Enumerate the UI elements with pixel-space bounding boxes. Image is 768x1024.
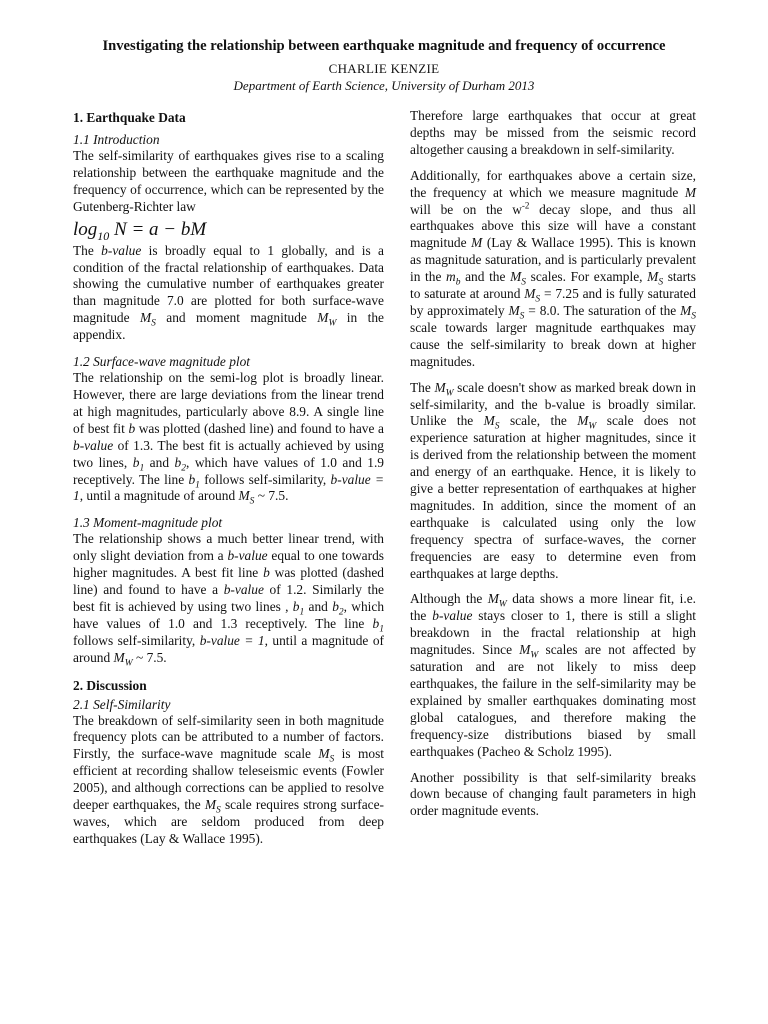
subsection-heading-surface-wave: 1.2 Surface-wave magnitude plot <box>73 354 251 370</box>
left-column <box>73 108 384 848</box>
intro-paragraph: The self-similarity of earthquakes gives rise to a scaling relationship between the earthquake magnitude and the frequency of occurrence, which can be represented by the Gutenberg-Richter law <box>73 148 384 214</box>
section-heading-discussion: 2. Discussion <box>73 677 147 693</box>
section-heading-earthquake-data: 1. Earthquake Data <box>73 110 186 125</box>
fault-parameters-paragraph: Another possibility is that self-similarity breaks down because of changing fault parameters in high order magnitude events. <box>410 769 696 819</box>
subsection-heading-moment-magnitude: 1.3 Moment-magnitude plot <box>73 515 223 531</box>
moment-scale-paragraph: The $M_W$ scale doesn't show as marked break down in self-similarity, and the b-value is broadly similar. Unlike the $M_S$ scale, the $M_W$ scale does not experience saturation at higher magnitudes, since it is derived from the relationship between the moment and energy of an earthquake. Hence, it is likely to give a better representation of earthquakes at higher magnitudes. In addition, since the moment of an earthquake is calculated using only the low frequency spectra of surface-waves, the corner frequencies are easy to determine even from earthquakes at large depths. <box>410 379 697 581</box>
author-affiliation: Department of Earth Science, University of Durham 2013 <box>233 78 535 93</box>
subsection-heading-self-similarity: 2.1 Self-Similarity <box>73 696 171 712</box>
gutenberg-richter-formula: $\log_{10} N = a$ − bM <box>73 218 207 243</box>
right-column <box>410 108 696 820</box>
saturation-paragraph: Additionally, for earthquakes above a certain size, the frequency at which we measure magnitude M will be on the $w^{-2}$ decay slope, and thus all earthquakes above this size will have a constant magnitude M (Lay & Wallace 1995). This is known as magnitude saturation, and is particularly prevalent in the $m_b$ and the $M_S$ scales. For example, $M_S$ starts to saturate at around $M_S = 7.25$ and is fully saturated by approximately $M_S = 8.0$. The saturation of the $M_S$ scale towards larger magnitude earthquakes may cause the self-similarity to break down at higher magnitudes. <box>410 167 696 369</box>
deep-earthquakes-paragraph: Therefore large earthquakes that occur at great depths may be missed from the seismic record altogether causing a breakdown in self-similarity. <box>410 108 696 157</box>
surface-wave-paragraph: The relationship on the semi-log plot is broadly linear. However, there are large deviations from the linear trend at high magnitudes, particularly above 8.9. A single line of best fit b was plotted (dashed line) and found to have a b-value of 1.3. The best fit is actually achieved by using two lines, $b_1$ and $b_2$, which have values of 1.0 and 1.9 receptively. The line $b_1$ follows self-similarity, b-value = 1, until a magnitude of around $M_S$ ~ 7.5. <box>73 370 385 508</box>
subsection-heading-introduction: 1.1 Introduction <box>73 132 160 147</box>
self-similarity-paragraph: The breakdown of self-similarity seen in both magnitude frequency plots can be attributed to a number of factors. Firstly, the surface-wave magnitude scale $M_S$ is most efficient at recording shallow teleseismic events (Fowler 2005), and although corrections can be applied to resolve deeper earthquakes, the $M_S$ scale requires strong surface-waves, which are seldom produced from deep earthquakes (Lay & Wallace 1995). <box>73 712 384 846</box>
b-value-paragraph: The b-value is broadly equal to 1 globally, and is a condition of the fractal relationship of earthquakes. Data showing the cumulative number of earthquakes greater than magnitude 7.0 are plotted for both surface-wave magnitude $M_S$ and moment magnitude $M_W$ in the appendix. <box>73 242 384 343</box>
author-name: CHARLIE KENZIE <box>328 61 440 76</box>
moment-magnitude-paragraph: The relationship shows a much better linear trend, with only slight deviation from a b-value equal to one towards higher magnitudes. A best fit line b was plotted (dashed line) and found to have a b-value of 1.2. Similarly the best fit is achieved by using two lines , $b_1$ and $b_2$, which have values of 1.0 and 1.3 receptively. The line $b_1$ follows self-similarity, b-value = 1, until a magnitude of around $M_W$ ~ 7.5. <box>73 531 385 669</box>
paper-title: Investigating the relationship between earthquake magnitude and frequency of occurrence <box>102 38 666 54</box>
linear-fit-paragraph: Although the $M_W$ data shows a more linear fit, i.e. the b-value stays closer to 1, there is still a slight breakdown in the fractal relationship at high magnitudes. Since $M_W$ scales are not affected by saturation and are not likely to miss deep earthquakes, the failure in the self-similarity may be explained by smaller earthquakes dominating most global catalogues, and therefore making the frequency-size distributions biased by small earthquakes (Pacheo & Scholz 1995). <box>410 591 696 759</box>
